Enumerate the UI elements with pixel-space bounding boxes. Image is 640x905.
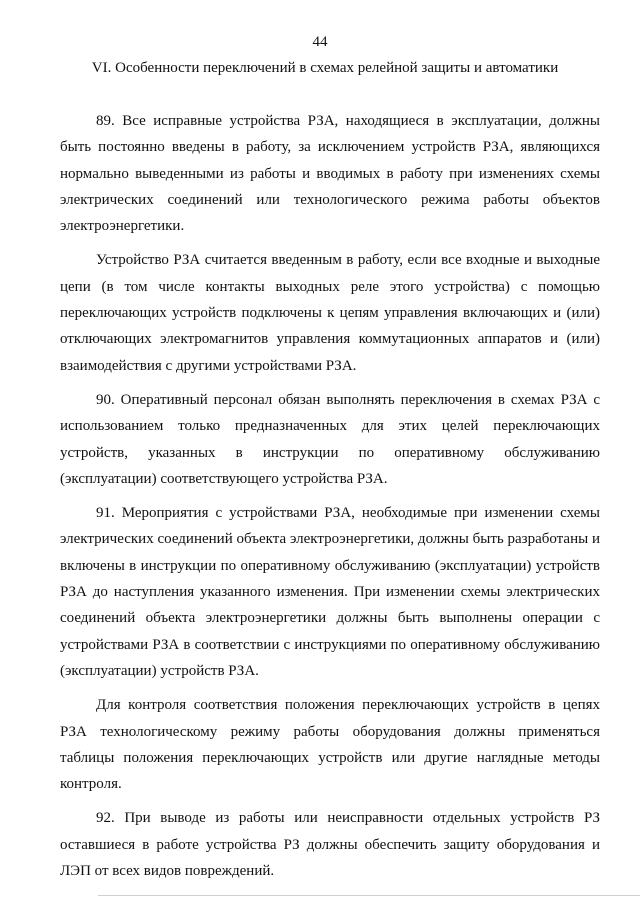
paragraph-89-continued: Устройство РЗА считается введенным в работу, если все входные и выходные цепи (в том числе контакты выходных реле этого устройства) с помощью переключающих устройств подключены к цепям управления включающих и (или) отключающих электромагнитов управления коммутационных аппаратов и (или) взаимодействия с другими устройствами РЗА. <box>60 252 600 374</box>
document-body <box>60 108 600 892</box>
section-title: VI. Особенности переключений в схемах релейной защиты и автоматики <box>91 60 559 76</box>
paragraph-90: 90. Оперативный персонал обязан выполнять переключения в схемах РЗА с использованием только предназначенных для этих целей переключающих устройств, указанных в инструкции по оперативному обслуживанию (эксплуатации) соответствующего устройства РЗА. <box>60 391 600 487</box>
paragraph-92: 92. При выводе из работы или неисправности отдельных устройств РЗ оставшиеся в работе устройства РЗ должны обеспечить защиту оборудования и ЛЭП от всех видов повреждений. <box>60 810 600 880</box>
paragraph-91: 91. Мероприятия с устройствами РЗА, необходимые при изменении схемы электрических соединений объекта электроэнергетики, должны быть разработаны и включены в инструкции по оперативному обслуживанию (эксплуатации) устройств РЗА до наступления указанного изменения. При изменении схемы электрических соединений объекта электроэнергетики должны быть выполнены операции с устройствами РЗА в соответствии с инструкциями по оперативному обслуживанию (эксплуатации) устройств РЗА. <box>60 505 600 679</box>
scan-edge-line <box>98 895 640 896</box>
paragraph-91-continued: Для контроля соответствия положения переключающих устройств в цепях РЗА технологическому режиму работы оборудования должны применяться таблицы положения переключающих устройств или другие наглядные методы контроля. <box>60 697 600 793</box>
paragraph-89: 89. Все исправные устройства РЗА, находящиеся в эксплуатации, должны быть постоянно введены в работу, за исключением устройств РЗА, являющихся нормально выведенными из работы и вводимых в работу при изменениях схемы электрических соединений или технологического режима работы объектов электроэнергетики. <box>60 113 600 235</box>
page-number: 44 <box>312 34 328 50</box>
